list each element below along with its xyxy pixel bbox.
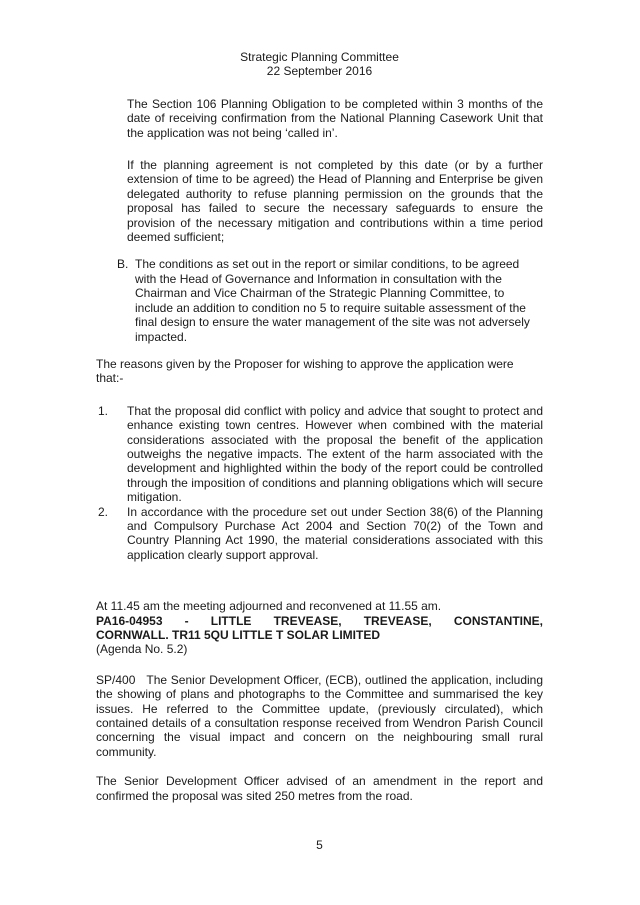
minute-reference: SP/400 — [96, 672, 136, 687]
paragraph-planning-agreement: If the planning agreement is not completed by this date (or by a further extension of time to be agreed) the Head of Planning and Enterprise be given delegated authority to refuse planning permission on the grounds that the proposal has failed to secure the necessary safeguards to ensure the provision of the necessary mitigation and contributions within a time period deemed sufficient; — [127, 158, 543, 245]
application-heading-line1: PA16-04953 - LITTLE TREVEASE, TREVEASE, CONSTANTINE, — [96, 613, 543, 628]
item-b-text: The conditions as set out in the report or similar conditions, to be agreed with the Head of Governance and Information in consultation with the Chairman and Vice Chairman of the Strategic Planning Committee, to include an addition to condition no 5 to require suitable assessment of the final design to ensure the water management of the site was not adversely impacted. — [135, 257, 530, 344]
page-number: 5 — [316, 838, 323, 853]
committee-title: Strategic Planning Committee — [240, 50, 399, 64]
paragraph-amendment: The Senior Development Officer advised of an amendment in the report and confirmed the proposal was sited 250 metres from the road. — [96, 774, 543, 803]
paragraph-reasons-intro: The reasons given by the Proposer for wishing to approve the application were that:- — [96, 356, 514, 386]
lettered-item-b — [117, 257, 543, 343]
paragraph-adjournment: At 11.45 am the meeting adjourned and reconvened at 11.55 am. — [96, 599, 442, 614]
meeting-date: 22 September 2016 — [266, 64, 373, 79]
item-b-marker: B. — [117, 257, 129, 272]
agenda-number: (Agenda No. 5.2) — [96, 642, 188, 657]
reason-item-1 — [96, 404, 543, 505]
reason-item-2-text: In accordance with the procedure set out under Section 38(6) of the Planning and Compulsory Purchase Act 2004 and Section 70(2) of the Town and Country Planning Act 1990, the material considerations associated with this application clearly support approval. — [127, 504, 543, 562]
paragraph-sp400-text: The Senior Development Officer, (ECB), outlined the application, including the showing of plans and photographs to the Committee and summarised the key issues. He referred to the Committee update, (previously circulated), which contained details of a consultation response received from Wendron Parish Council concerning the visual impact and concern on the neighbouring small rural community. — [96, 672, 543, 759]
reason-item-1-number: 1. — [98, 403, 109, 418]
reason-item-2-number: 2. — [98, 504, 109, 519]
adjournment-section — [96, 599, 543, 657]
reasons-list — [96, 404, 543, 562]
paragraph-section106-obligation: The Section 106 Planning Obligation to be completed within 3 months of the date of receiving confirmation from the National Planning Casework Unit that the application was not being ‘called in’. — [127, 96, 543, 140]
reason-item-1-text: That the proposal did conflict with policy and advice that sought to protect and enhance existing town centres. However when combined with the material considerations associated with the proposal the benefit of the application outweighs the negative impacts. The extent of the harm associated with the development and highlighted within the body of the report could be controlled through the imposition of conditions and planning obligations which will secure mitigation. — [127, 403, 543, 505]
document-header — [96, 50, 543, 79]
paragraph-sp400 — [96, 673, 543, 759]
application-heading-line2: CORNWALL. TR11 5QU LITTLE T SOLAR LIMITED — [96, 628, 380, 642]
reason-item-2 — [96, 505, 543, 563]
